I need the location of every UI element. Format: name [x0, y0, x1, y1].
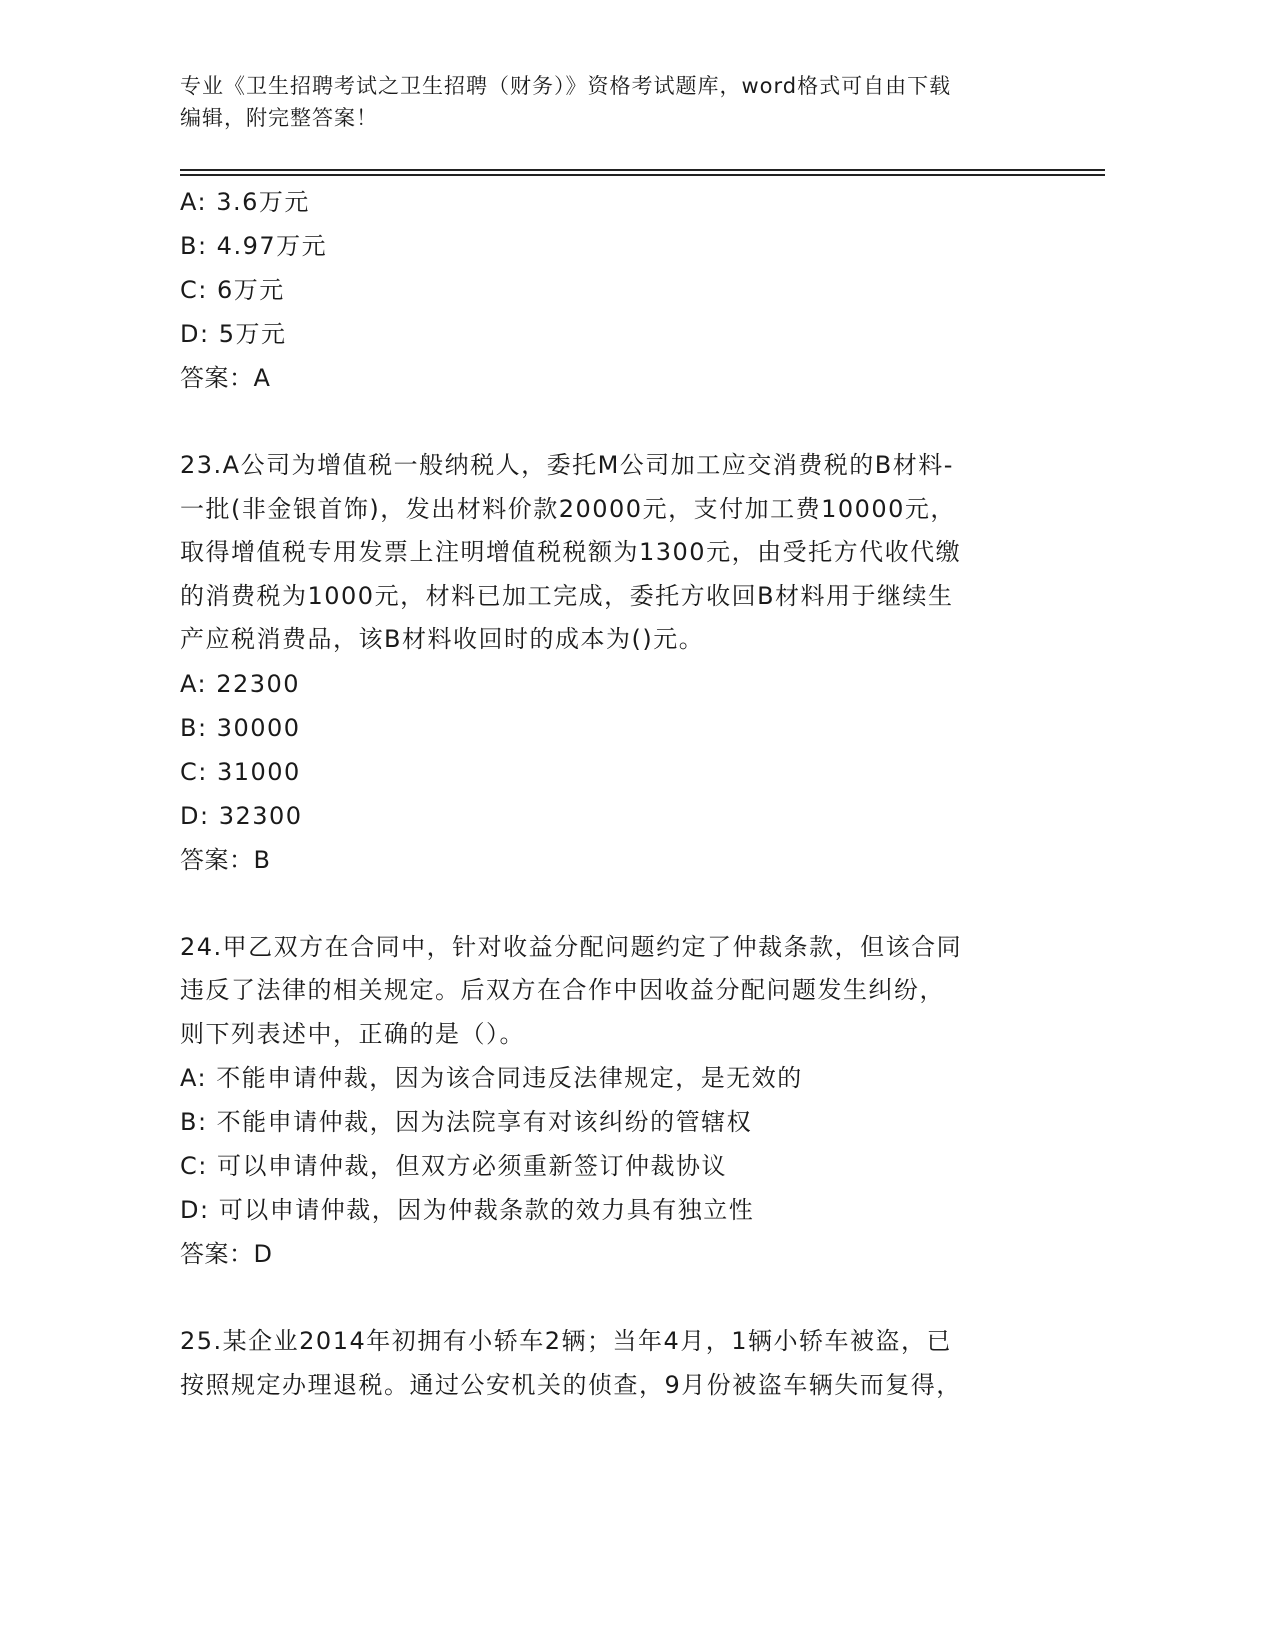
header-line-2: 编辑，附完整答案！	[180, 106, 378, 130]
option-d: D: 可以申请仲裁，因为仲裁条款的效力具有独立性	[180, 1196, 755, 1224]
question-stem-line: 则下列表述中，正确的是（）。	[180, 1019, 525, 1048]
answer: 答案：A	[180, 364, 271, 392]
question-stem-line: 25.某企业2014年初拥有小轿车2辆；当年4月，1辆小轿车被盗，已	[180, 1327, 953, 1355]
question-25	[180, 1320, 1100, 1407]
question-stem-line: 取得增值税专用发票上注明增值税税额为1300元，由受托方代收代缴	[180, 538, 962, 566]
option-c: C: 6万元	[180, 276, 285, 304]
option-a: A: 22300	[180, 669, 301, 698]
question-stem-line: 产应税消费品，该B材料收回时的成本为()元。	[180, 625, 705, 653]
option-c: C: 可以申请仲裁，但双方必须重新签订仲裁协议	[180, 1152, 727, 1180]
answer: 答案：D	[180, 1240, 273, 1268]
header-divider-bottom	[180, 174, 1105, 176]
question-23	[180, 444, 1100, 882]
option-b: B: 30000	[180, 713, 301, 742]
question-stem-line: 一批(非金银首饰)，发出材料价款20000元，支付加工费10000元，	[180, 494, 956, 523]
option-a: A: 不能申请仲裁，因为该合同违反法律规定，是无效的	[180, 1064, 803, 1092]
question-22	[180, 180, 1100, 400]
header-line-1: 专业《卫生招聘考试之卫生招聘（财务）》资格考试题库，word格式可自由下载	[180, 74, 952, 98]
option-b: B: 不能申请仲裁，因为法院享有对该纠纷的管辖权	[180, 1108, 753, 1136]
option-d: D: 32300	[180, 801, 303, 830]
question-stem-line: 24.甲乙双方在合同中，针对收益分配问题约定了仲裁条款，但该合同	[180, 932, 963, 961]
question-stem-line: 按照规定办理退税。通过公安机关的侦查，9月份被盗车辆失而复得，	[180, 1370, 962, 1399]
question-stem-line: 23.A公司为增值税一般纳税人，委托M公司加工应交消费税的B材料-	[180, 451, 954, 479]
header-divider-top	[180, 169, 1105, 171]
option-c: C: 31000	[180, 757, 301, 786]
question-stem-line: 的消费税为1000元，材料已加工完成，委托方收回B材料用于继续生	[180, 581, 954, 610]
option-b: B: 4.97万元	[180, 232, 328, 260]
option-a: A: 3.6万元	[180, 188, 310, 216]
question-list	[180, 180, 1100, 1407]
document-header	[180, 70, 1080, 134]
question-stem-line: 违反了法律的相关规定。后双方在合作中因收益分配问题发生纠纷，	[180, 976, 945, 1004]
question-24	[180, 926, 1100, 1277]
option-d: D: 5万元	[180, 320, 287, 348]
answer: 答案：B	[180, 845, 271, 874]
